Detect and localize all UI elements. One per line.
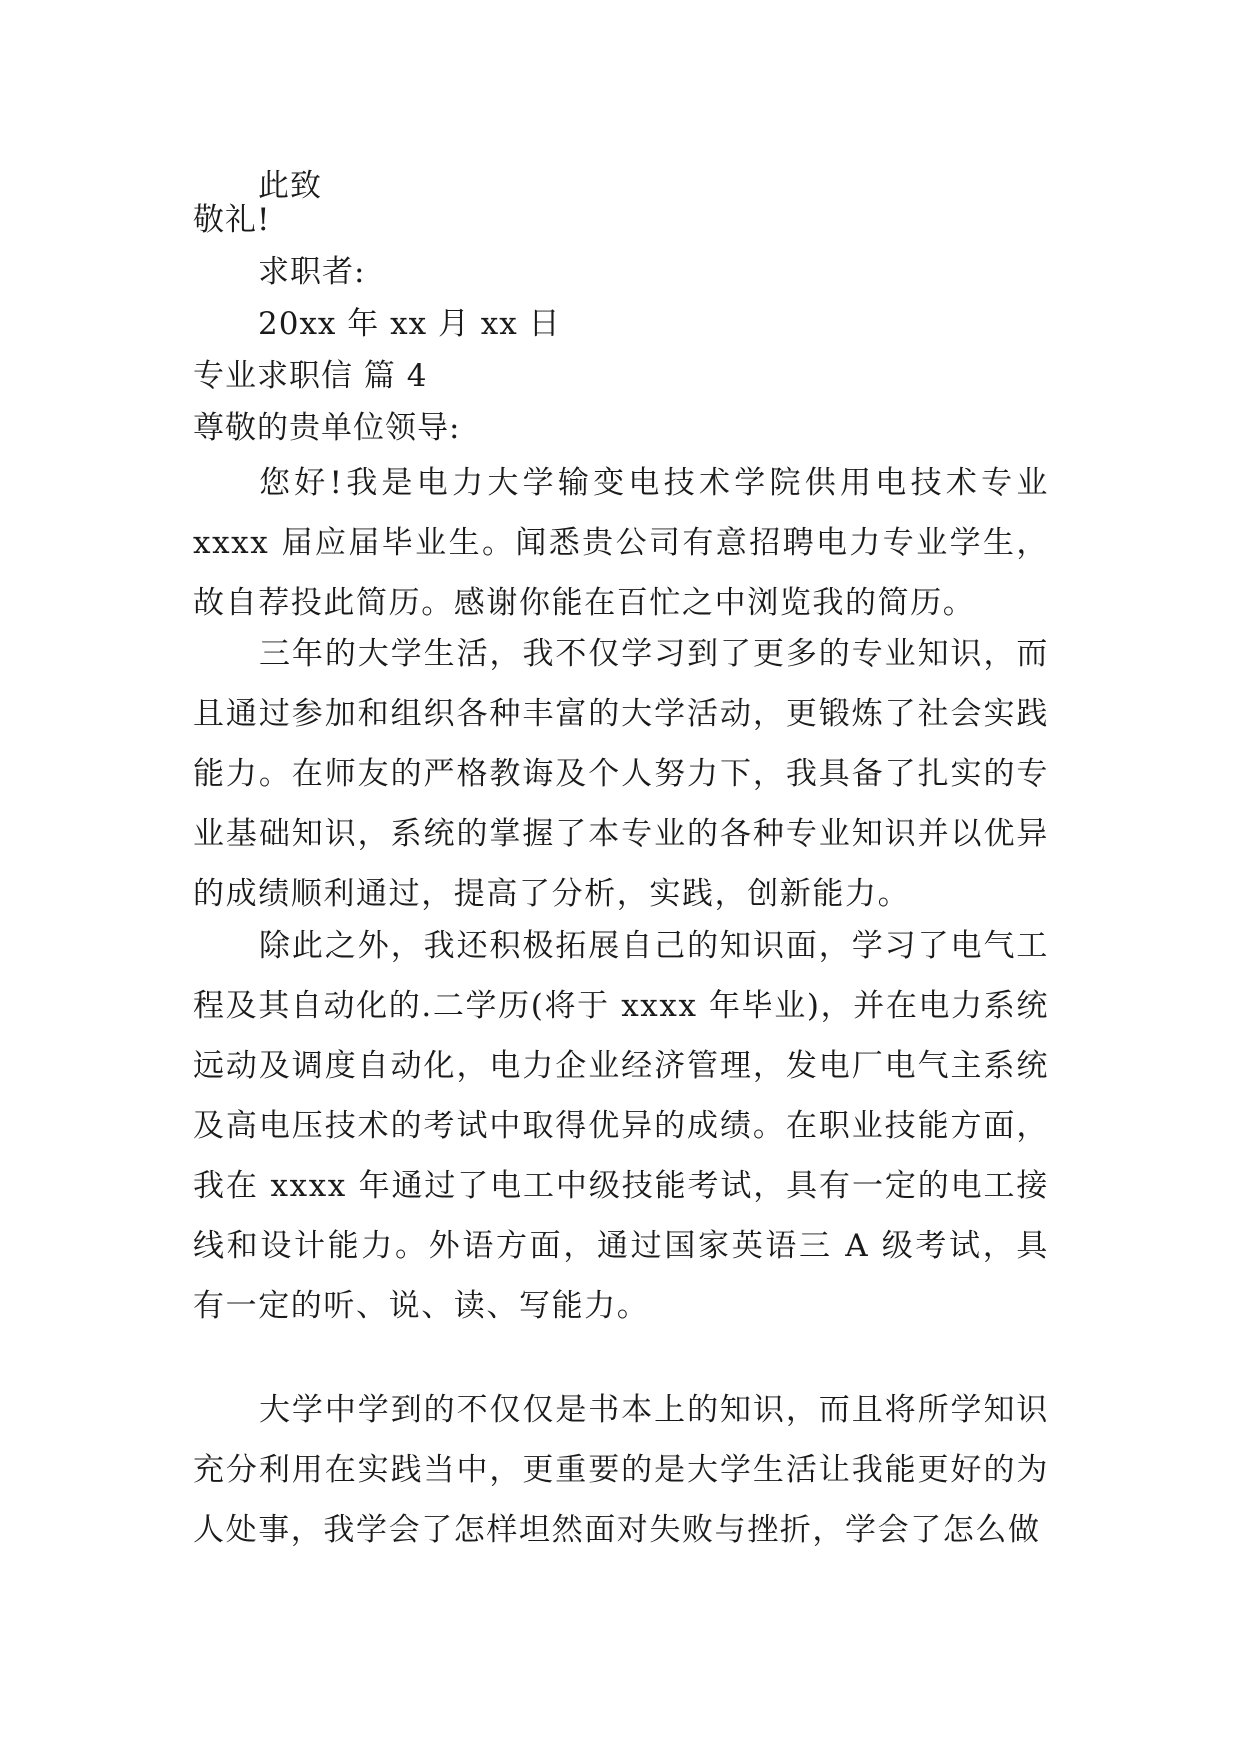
body-paragraph-2: 三年的大学生活，我不仅学习到了更多的专业知识，而且通过参加和组织各种丰富的大学活动，更锻炼了社会实践能力。在师友的严格教诲及个人努力下，我具备了扎实的专业基础知识，系统的掌握了本专业的各种专业知识并以优异的成绩顺利通过，提高了分析，实践，创新能力。 [193,636,1049,912]
signer-label: 求职者: [258,254,366,290]
closing-salutation: 此致 [258,168,322,204]
letter-date: 20xx 年 xx 月 xx 日 [258,306,561,342]
letter-greeting: 尊敬的贵单位领导: [193,410,461,446]
body-paragraph-1: 您好!我是电力大学输变电技术学院供用电技术专业 xxxx 届应届毕业生。闻悉贵公司有意招聘电力专业学生，故自荐投此简历。感谢你能在百忙之中浏览我的简历。 [193,465,1049,621]
section-title: 专业求职信 篇 4 [193,358,428,394]
body-paragraph-3: 除此之外，我还积极拓展自己的知识面，学习了电气工程及其自动化的.二学历(将于 xxxx 年毕业)，并在电力系统远动及调度自动化，电力企业经济管理，发电厂电气主系统及高电压技术的考试中取得优异的成绩。在职业技能方面，我在 xxxx 年通过了电工中级技能考试，具有一定的电工接线和设计能力。外语方面，通过国家英语三 A 级考试，具有一定的听、说、读、写能力。 [193,928,1049,1324]
closing-regards: 敬礼! [193,202,271,238]
body-paragraph-4: 大学中学到的不仅仅是书本上的知识，而且将所学知识充分利用在实践当中，更重要的是大学生活让我能更好的为人处事，我学会了怎样坦然面对失败与挫折，学会了怎么做 [193,1392,1049,1548]
